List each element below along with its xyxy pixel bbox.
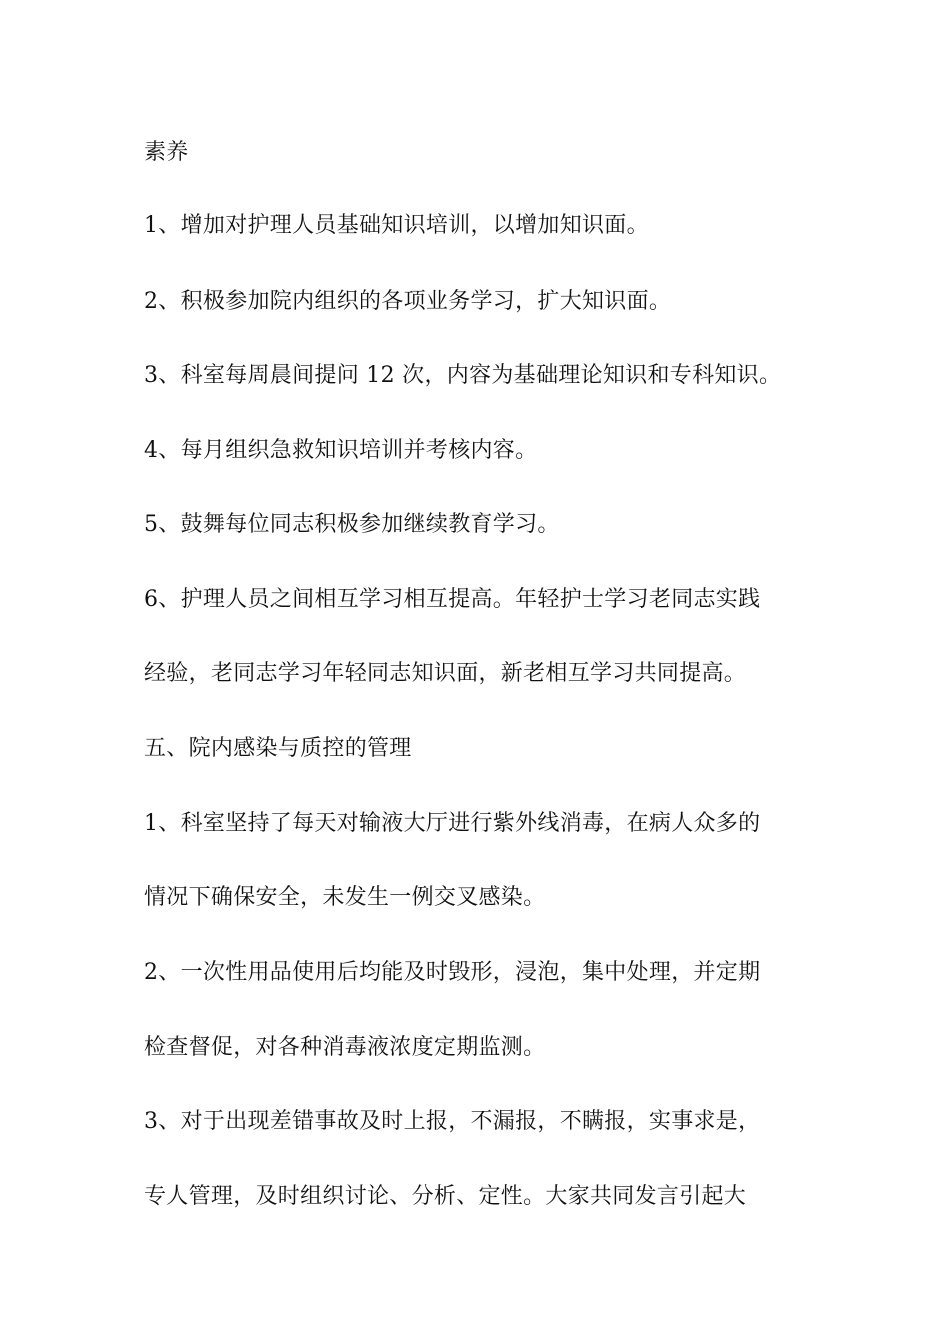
text-line-section5-item-1-continued: 情况下确保安全，未发生一例交叉感染。 [144, 885, 546, 910]
text-line-section5-item-3: 3、对于出现差错事故及时上报，不漏报，不瞒报，实事求是， [144, 1109, 761, 1134]
text-line-item-1: 1、增加对护理人员基础知识培训，以增加知识面。 [144, 213, 649, 238]
text-line-item-2: 2、积极参加院内组织的各项业务学习，扩大知识面。 [144, 289, 672, 314]
text-line-item-6-continued: 经验，老同志学习年轻同志知识面，新老相互学习共同提高。 [144, 661, 747, 686]
text-line-item-4: 4、每月组织急救知识培训并考核内容。 [144, 438, 538, 463]
text-line-item-6: 6、护理人员之间相互学习相互提高。年轻护士学习老同志实践 [144, 587, 761, 612]
text-line-section5-item-1: 1、科室坚持了每天对输液大厅进行紫外线消毒，在病人众多的 [144, 811, 761, 836]
text-line-section5-item-2-continued: 检查督促，对各种消毒液浓度定期监测。 [144, 1035, 546, 1060]
text-line-item-3: 3、科室每周晨间提问 12 次，内容为基础理论知识和专科知识。 [144, 363, 782, 388]
text-line-section5-item-3-continued: 专人管理，及时组织讨论、分析、定性。大家共同发言引起大 [144, 1184, 747, 1209]
text-line-heading-suyang: 素养 [144, 140, 189, 165]
text-line-item-5: 5、鼓舞每位同志积极参加继续教育学习。 [144, 512, 560, 537]
section-heading-infection-control: 五、院内感染与质控的管理 [144, 736, 412, 761]
text-line-section5-item-2: 2、一次性用品使用后均能及时毁形，浸泡，集中处理，并定期 [144, 960, 761, 985]
